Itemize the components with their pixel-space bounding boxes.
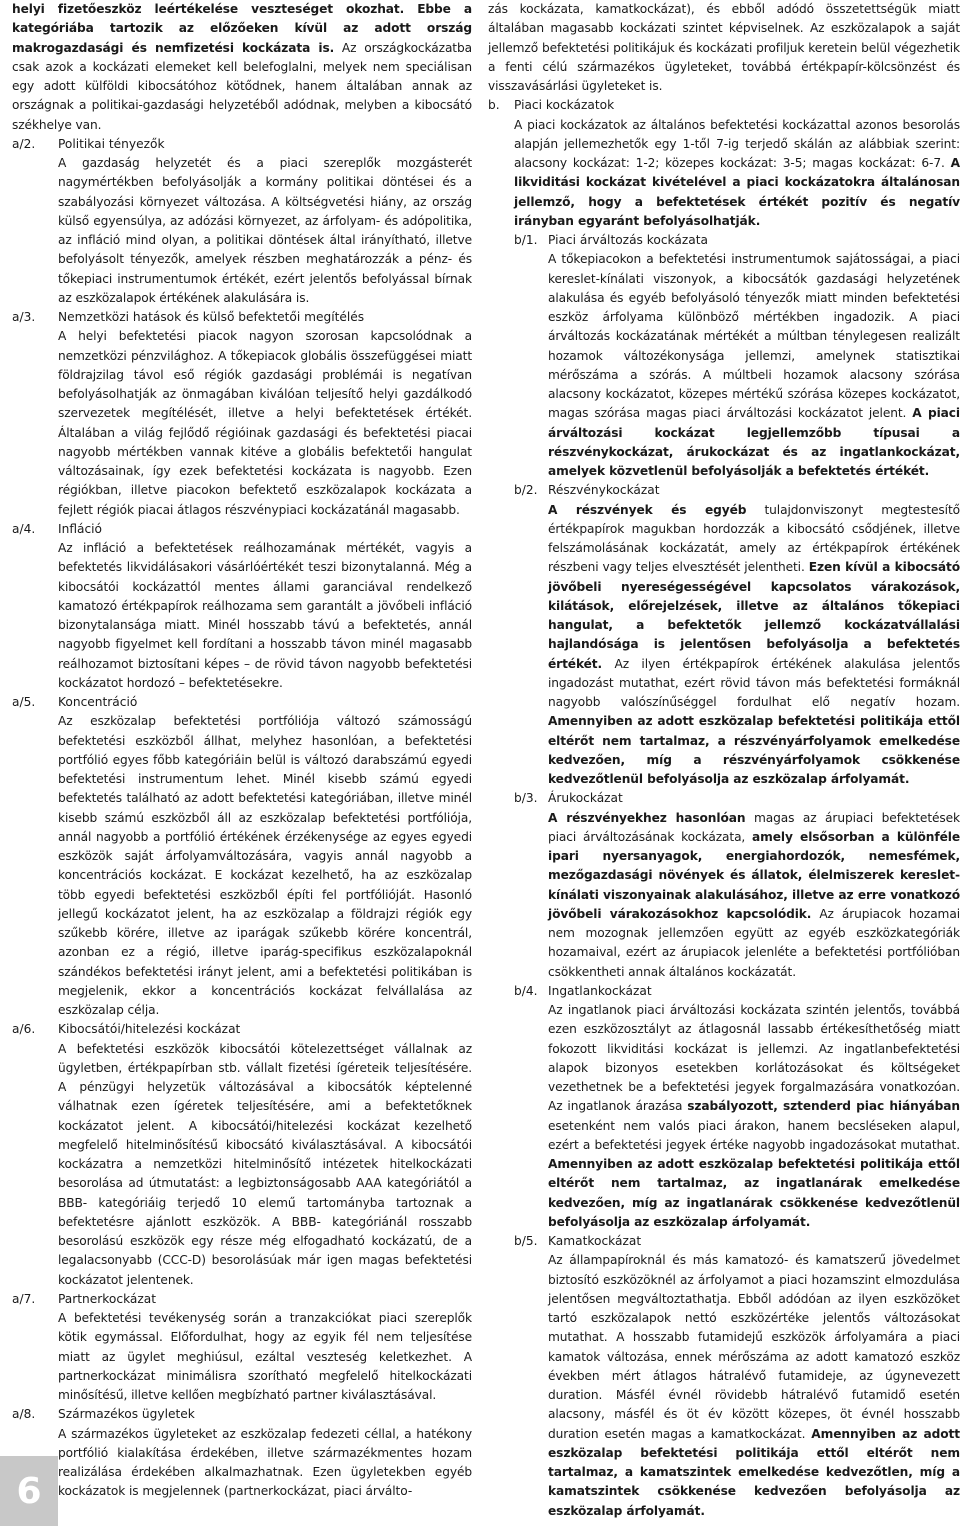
subsection-number: b/3. bbox=[514, 791, 538, 806]
section-number: a/3. bbox=[12, 310, 36, 324]
section-body: A helyi befektetési piacok nagyon szorosan kapcsolódnak a nemzetközi pénzvilághoz. A tőkepiacok globális összefüggései miatt földrajzilag távol eső régiók gazdasági problémái is negatívan befolyásolhatják az önmagában kiválóan teljesítő helyi gazdálkodó szervezetek megítélését, illetve a helyi befektetések értékét. Általában a világ fejlődő régióinak gazdasági és befektetési piacai nagyobb mértékben vannak kitéve a globális befektetői hangulat változásainak, így ezek befektetési kockázata is nagyobb. Ezen régiókban, illetve piacokon befektető eszközalapok kockázata a fejlett régiók piacai átlagos részvénypiaci kockázatánál magasabb. bbox=[58, 329, 472, 517]
subsection-title: Részvénykockázat bbox=[548, 483, 660, 498]
section-heading bbox=[12, 520, 472, 539]
subsection-body: A tőkepiacokon a befektetési instrumentumok sajátosságai, a piaci kereslet-kínálati viszonyok, a kibocsátók gazdasági helyzetének alakulása és egyéb befolyásoló tényezők miatt minden befektetési eszköz árfolyama különböző mértékben ingadozik. A piaci árváltozás kockázatának mértékét a múltban ténylegesen realizált hozamok változékonysága jellemzi, amelynek statisztikai mérőszáma a szórás. A múltbeli hozamok alacsony szórása alacsony kockázatot, közepes mértékű szórása közepes kockázatot, magas szórása magas piaci árváltozási kockázatot jelent. A piaci árváltozási kockázat legjellemzőbb típusai a részvénykockázat, árukockázat és az ingatlankockázat, amelyek közvetlenül befolyásolják a befektetés értékét. bbox=[548, 252, 960, 478]
section-number: a/5. bbox=[12, 695, 36, 709]
section-title: Infláció bbox=[58, 521, 103, 536]
section-b-number: b. bbox=[488, 98, 500, 113]
section-number: a/2. bbox=[12, 136, 36, 151]
page-number: 6 bbox=[16, 1470, 42, 1512]
subsection-b-2 bbox=[488, 481, 960, 789]
subsection-title: Árukockázat bbox=[548, 791, 623, 806]
section-a-6 bbox=[12, 1020, 472, 1290]
subsection-title: Kamatkockázat bbox=[548, 1234, 642, 1248]
section-heading bbox=[12, 308, 472, 327]
subsection-b-3 bbox=[488, 789, 960, 982]
subsection-body: A részvények és egyéb tulajdonviszonyt megtestesítő értékpapírok magukban hordozzák a kibocsátó csődjének, illetve felszámolásának kockázatát, amely az értékpapírok értékének részbeni vagy teljes elvesztését jelentheti. Ezen kívül a kibocsátó jövőbeli nyereségességével kapcsolatos várakozások, kilátások, előrejelzések, illetve az általános tőkepiaci hangulat, a befektetők jellemző kockázatvállalási hajlandósága is jelentősen befolyásolja a befektetés értékét. Az ilyen értékpapírok értékének alakulása jelentős ingadozást mutathat, ezért rövid távon más befektetési formáknál nagyobb valószínűséggel fordulhat elő negatív hozam. Amennyiben az adott eszközalap befektetési politikája ettől eltérőt nem tartalmaz, a részvényárfolyamok emelkedése kedvezően, míg a részvényárfolyamok csökkenése kedvezőtlenül befolyásolja az eszközalap árfolyamát. bbox=[548, 502, 960, 786]
section-title: Politikai tényezők bbox=[58, 136, 165, 151]
subsection-body: Az állampapíroknál és más kamatozó- és kamatszerű jövedelmet biztosító eszközöknél az árfolyamot a piaci hozamszint elmozdulása jelentősen megváltoztathatja. Ebből adódóan az ilyen eszközöket tartó eszközalapok nettó eszközértéke jelentős változásokat mutathat. A hosszabb futamidejű eszközök árfolyamára a piaci kamatok változása, ennek mérőszáma az adott kamatozó eszköz években mért átlagos hátralévő futamideje, az úgynevezett duration. Másfél évnél rövidebb hátralévő futamidő esetén alacsony, másfél és öt év között közepes, öt évnél hosszabb duration esetén magas a kamatkockázat. Amennyiben az adott eszközalap befektetési politikája ettől eltérőt nem tartalmaz, a kamatszintek emelkedése kedvezőtlen, míg a kamatszintek csökkenése kedvezően befolyásolja az eszközalap árfolyamát. bbox=[548, 1253, 960, 1518]
section-heading bbox=[12, 693, 472, 712]
subsection-b-4 bbox=[488, 982, 960, 1232]
section-body: A gazdaság helyzetét és a piaci szereplők mozgásterét nagymértékben befolyásolják a kormány politikai döntései és a szabályozási környezet változása. A költségvetési hiány, az ország külső egyensúlya, az adózási környezet, az árfolyam- és adópolitika, az infláció mind olyan, a politikai döntések által irányítható, illetve befolyásolt tényezők, amelyek részben meghatározzák a pénz- és tőkepiaci instrumentumok értékét, ezért jelentős befolyással bírnak az eszközalapok értékének alakulására is. bbox=[58, 156, 472, 305]
subsection-title: Ingatlankockázat bbox=[548, 983, 652, 998]
section-b bbox=[488, 96, 960, 231]
section-body: Az eszközalap befektetési portfóliója változó számosságú befektetési eszközből állhat, melyhez hasonlóan, a befektetési portfólió egyes főbb kategóriáin belül is változó darabszámú egyedi befektetési instrumentum lehet. Minél kisebb számú egyedi befektetés található az adott befektetési kategóriában, illetve minél kisebb számú eszközből áll az eszközalap befektetési portfóliója, annál nagyobb a portfólió értékének érzékenysége az egyes egyedi eszközök saját árfolyamváltozására, vagyis annál nagyobb a koncentrációs kockázat. E kockázat kezelhető, ha az eszközalap több egyedi befektetési eszközből építi fel portfólióját. Hasonló jellegű kockázatot jelent, ha az eszközalap a földrajzi régiók egy szűkebb körére, illetve az iparágak szűkebb körére koncentrál, azonban ez a régió, illetve iparág-specifikus eszközalapoknál szándékos befektetési irányt jelent, ami a befektetési politikában is megjelenik, ekkor a koncentrációs kockázat felvállalása az eszközalap célja. bbox=[58, 714, 472, 1017]
section-b-title: Piaci kockázatok bbox=[514, 98, 615, 113]
subsection-number: b/1. bbox=[514, 233, 538, 247]
section-body: A származékos ügyleteket az eszközalap fedezeti céllal, a hatékony portfólió kialakítása érdekében, illetve származékmentes hozam realizálása érdekében alkalmazhatnak. Ezen ügyletekben egyéb kockázatok is megjelennek (partnerkockázat, piaci árválto- bbox=[58, 1426, 472, 1499]
section-number: a/7. bbox=[12, 1291, 36, 1306]
section-a-7 bbox=[12, 1290, 472, 1406]
section-body: A befektetési tevékenység során a tranzakciókat piaci szereplők kötik egymással. Előfordulhat, hogy az egyik fél nem teljesítése miatt az ügylet meghiúsul, ezáltal veszteség keletkezhet. A partnerkockázat minimálisra szorítható megfelelő hitelkockázati minősítésű, illetve kellően megbízható partner kiválasztásával. bbox=[58, 1311, 472, 1402]
left-sections bbox=[12, 135, 472, 1502]
right-intro-text: zás kockázata, kamatkockázat), és ebből adódó összetettségük miatt általában magasabb kockázati szintet képviselnek. Az eszközalapok a saját jellemző befektetési politikájuk és kockázati profiljuk keretein belül végezhetik a fenti célú származékos ügyleteket, továbbá értékpapír-kölcsönzést és visszavásárlási ügyleteket is. bbox=[488, 2, 960, 93]
section-number: a/6. bbox=[12, 1022, 36, 1037]
section-title: Partnerkockázat bbox=[58, 1291, 157, 1306]
subsection-number: b/5. bbox=[514, 1234, 538, 1248]
subsection-b-5 bbox=[488, 1232, 960, 1521]
section-heading bbox=[12, 1020, 472, 1039]
section-heading bbox=[12, 1405, 472, 1424]
section-number: a/4. bbox=[12, 521, 36, 536]
section-title: Származékos ügyletek bbox=[58, 1407, 195, 1422]
subsection-number: b/4. bbox=[514, 983, 538, 998]
section-b-heading bbox=[488, 96, 960, 115]
section-title: Koncentráció bbox=[58, 695, 138, 709]
subsection-heading bbox=[488, 982, 960, 1001]
subsection-body: A részvényekhez hasonlóan magas az árupiaci befektetések piaci árváltozásának kockázata, amely elsősorban a különféle ipari nyersanyagok, energiahordozók, nemesfémek, mezőgazdasági növények és állatok, élelmiszerek kereslet-kínálati viszonyainak alakulásához, illetve az erre vonatkozó jövőbeli várakozásokhoz kapcsolódik. Az árupiacok hozamai nem mozognak jellemzően együtt az egyéb eszközkategóriák hozamaival, ezért az árupiacok jelenléte a befektetési portfólióban csökkentheti annak általános kockázatát. bbox=[548, 810, 960, 979]
section-a-4 bbox=[12, 520, 472, 693]
section-title: Nemzetközi hatások és külső befektetői megítélés bbox=[58, 310, 365, 324]
section-a-5 bbox=[12, 693, 472, 1020]
subsection-body: Az ingatlanok piaci árváltozási kockázata szintén jelentős, továbbá ezen eszközosztályt az átlagosnál lassabb értékesíthetőség miatt fokozott likviditási kockázat is jellemzi. Az ingatlanbefektetési alapok bizonyos esetekben korlátozásokat és költségeket vezethetnek be a befektetési jegyek forgalmazására vonatkozóan. Az ingatlanok árazása szabályozott, sztenderd piac hiányában esetenként nem valós piaci árakon, hanem becsléseken alapul, ezért a befektetési jegyek értéke nagyobb ingadozásokat mutathat. Amennyiben az adott eszközalap befektetési politikája ettől eltérőt nem tartalmaz, az ingatlanárak emelkedése kedvezően, míg az ingatlanárak csökkenése kedvezőtlenül befolyásolja az eszközalap árfolyamát. bbox=[548, 1003, 960, 1229]
section-title: Kibocsátói/hitelezési kockázat bbox=[58, 1022, 241, 1037]
right-column bbox=[488, 0, 960, 1521]
right-subsections bbox=[488, 231, 960, 1521]
section-a-2 bbox=[12, 135, 472, 308]
section-number: a/8. bbox=[12, 1407, 36, 1422]
section-a-3 bbox=[12, 308, 472, 520]
subsection-heading bbox=[488, 789, 960, 808]
subsection-title: Piaci árváltozás kockázata bbox=[548, 233, 708, 247]
section-a-8 bbox=[12, 1405, 472, 1501]
section-heading bbox=[12, 135, 472, 154]
subsection-heading bbox=[488, 481, 960, 500]
section-body: A befektetési eszközök kibocsátói kötelezettséget vállalnak az ügyletben, értékpapírban stb. vállalt fizetési ígéreteik teljesítésére. A pénzügyi helyzetük változásával a kibocsátók képtelenné válhatnak ezen ígéretek teljesítésére, ami a befektetőknek kockázatot jelent. A kibocsátói/hitelezési kockázat kezelhető megfelelő hitelminősítésű kibocsátó kiválasztásával. A kibocsátói kockázatra a nemzetközi hitelminősítő intézetek hitelkockázati besorolása ad útmutatást: a legbiztonságosabb AAA kategóriától a BBB- kategóriáig terjedő 10 elemű tartományba tartoznak a befektetésre ajánlott eszközök. A BBB- kategóriánál rosszabb besorolású eszközök egy része még elfogadható kockázatú, de a legalacsonyabb (CCC-D) besorolásúak már igen magas befektetési kockázatot jelentenek. bbox=[58, 1041, 472, 1287]
left-intro-text: helyi fizetőeszköz leértékelése veszteséget okozhat. Ebbe a kategóriába tartozik az előzőeken kívül az adott ország makrogazdasági és nemfizetési kockázata is. Az országkockázatba csak azok a kockázati elemeket kell belefoglalni, melyek nem speciálisan egy adott külföldi kibocsátóhoz kötődnek, hanem általában annak az országnak a politikai-gazdasági helyzetéből adódnak, melyben a kibocsátó székhelye van. bbox=[12, 2, 472, 132]
subsection-b-1 bbox=[488, 231, 960, 481]
section-body: Az infláció a befektetések reálhozamának mértékét, vagyis a befektetés likvidálásakori vásárlóértékét teszi bizonytalanná. Még a kibocsátói kockázattól mentes állami garanciával rendelkező kamatozó értékpapírok reálhozama sem garantált a jövőbeli infláció bizonytalansága miatt. Minél hosszabb távú a befektetés, annál nagyobb figyelmet kell fordítani a hosszabb távon minél magasabb reálhozamot biztosítani képes – de rövid távon nagyobb befektetési kockázatot hordozó – befektetésekre. bbox=[58, 541, 472, 690]
subsection-heading bbox=[488, 1232, 960, 1251]
subsection-heading bbox=[488, 231, 960, 250]
page-number-tab bbox=[0, 1456, 58, 1526]
section-heading bbox=[12, 1290, 472, 1309]
subsection-number: b/2. bbox=[514, 483, 538, 498]
left-column bbox=[12, 0, 472, 1502]
section-b-body: A piaci kockázatok az általános befektetési kockázattal azonos besorolás alapján jellemezhetők egy 1-től 7-ig terjedő skálán az alábbiak szerint: alacsony kockázat: 1-2; közepes kockázat: 3-5; magas kockázat: 6-7. A likviditási kockázat kivételével a piaci kockázatokra általánosan jellemző, hogy a befektetések értékét pozitív és negatív irányban egyaránt befolyásolhatják. bbox=[514, 117, 960, 228]
